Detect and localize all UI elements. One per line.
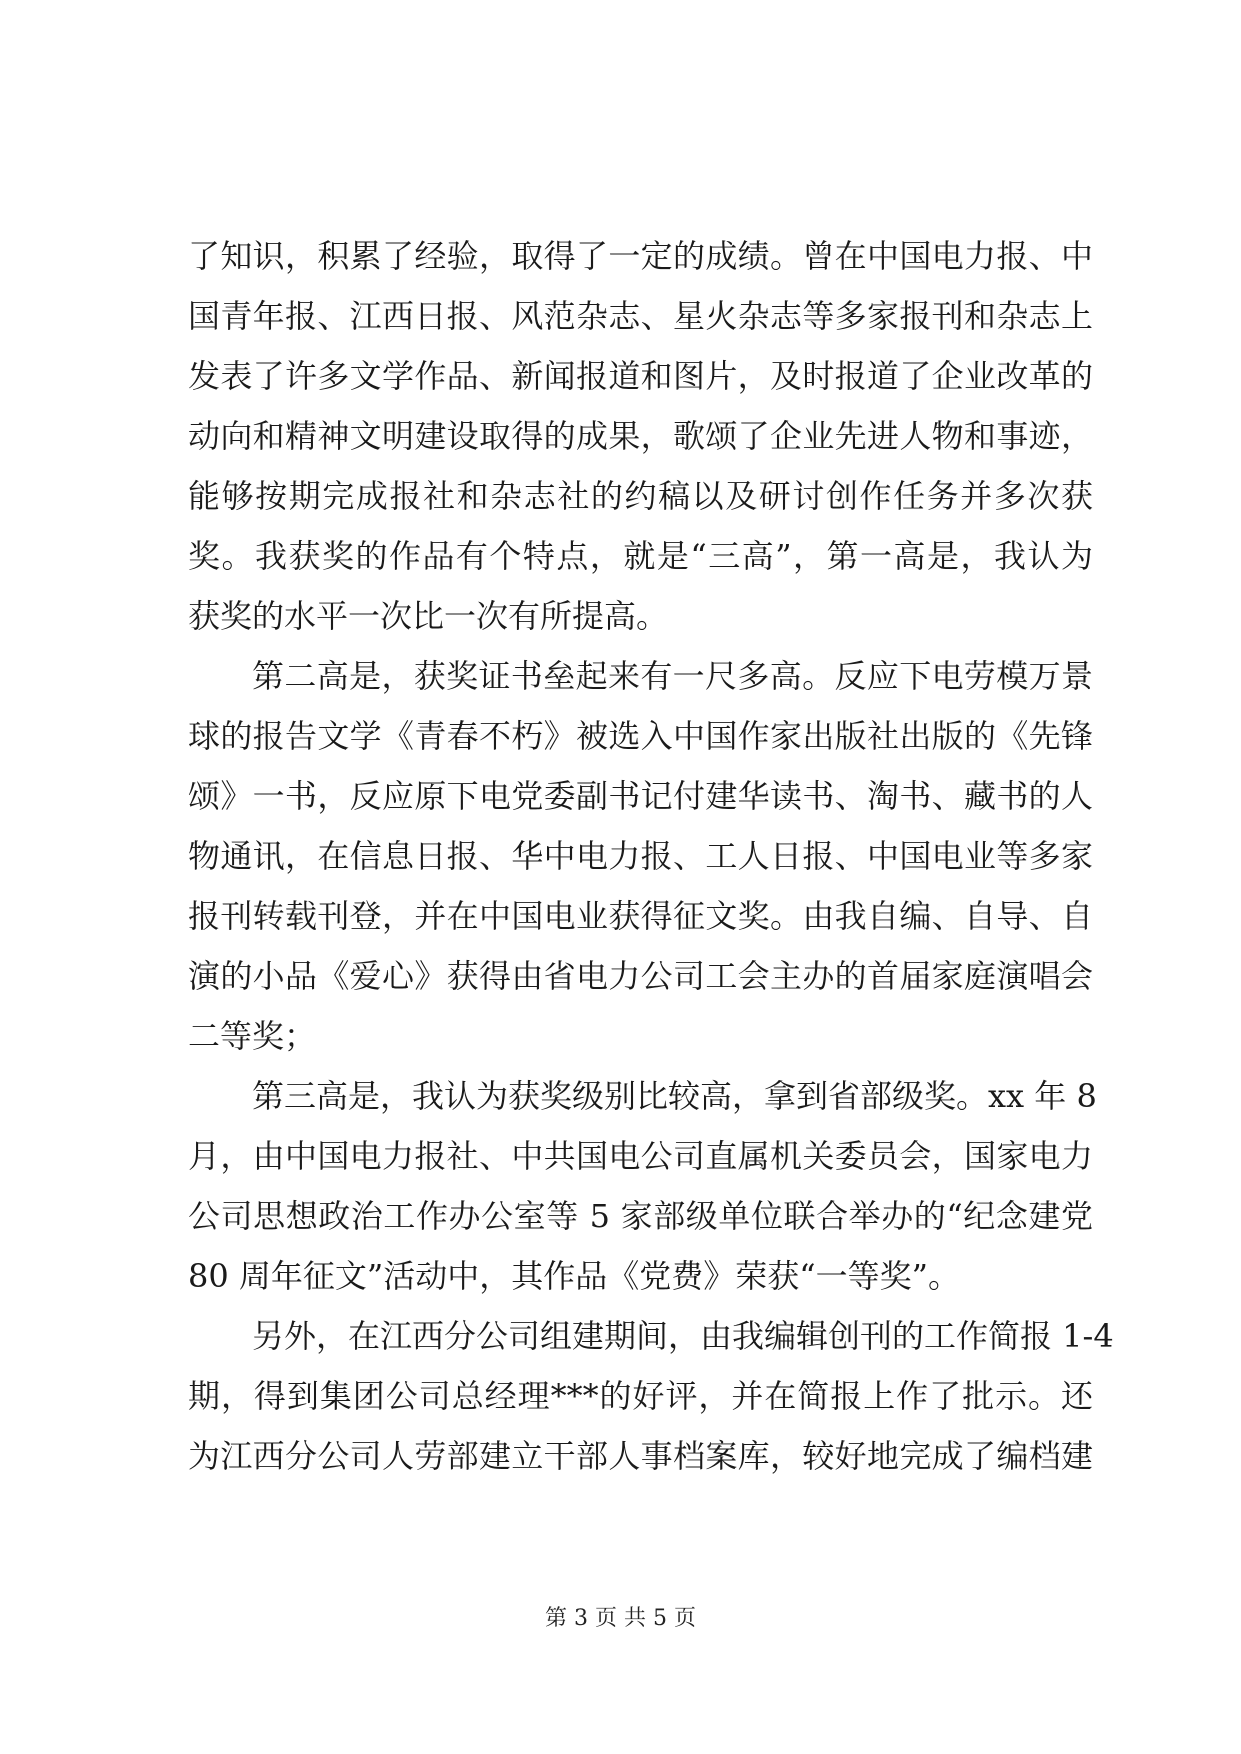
text-line: 公司思想政治工作办公室等 5 家部级单位联合举办的“纪念建党 xyxy=(188,1197,1093,1235)
body-text xyxy=(188,226,1114,1486)
text-line: 国青年报、江西日报、风范杂志、星火杂志等多家报刊和杂志上 xyxy=(188,297,1093,335)
text-line: 80 周年征文”活动中，其作品《党费》荣获“一等奖”。 xyxy=(188,1257,960,1295)
text-line: 物通讯，在信息日报、华中电力报、工人日报、中国电业等多家 xyxy=(188,837,1093,875)
paragraph-1 xyxy=(188,226,1093,646)
text-line: 奖。我获奖的作品有个特点，就是“三高”，第一高是，我认为 xyxy=(188,537,1093,575)
paragraph-3 xyxy=(188,1066,1097,1306)
text-line: 颂》一书，反应原下电党委副书记付建华读书、淘书、藏书的人 xyxy=(188,777,1093,815)
text-line: 另外，在江西分公司组建期间，由我编辑创刊的工作简报 1-4 xyxy=(252,1317,1114,1355)
text-line: 第二高是，获奖证书垒起来有一尺多高。反应下电劳模万景 xyxy=(252,657,1093,695)
page-footer xyxy=(0,1604,1241,1634)
paragraph-2 xyxy=(188,646,1093,1066)
text-line: 演的小品《爱心》获得由省电力公司工会主办的首届家庭演唱会 xyxy=(188,957,1093,995)
text-line: 二等奖； xyxy=(188,1017,317,1055)
page-number-label: 第 3 页 共 5 页 xyxy=(545,1606,696,1631)
text-line: 月，由中国电力报社、中共国电公司直属机关委员会，国家电力 xyxy=(188,1137,1093,1175)
text-line: 能够按期完成报社和杂志社的约稿以及研讨创作任务并多次获 xyxy=(188,477,1093,515)
text-line: 动向和精神文明建设取得的成果，歌颂了企业先进人物和事迹， xyxy=(188,417,1093,455)
paragraph-4 xyxy=(188,1306,1114,1486)
text-line: 第三高是，我认为获奖级别比较高，拿到省部级奖。xx 年 8 xyxy=(252,1077,1097,1115)
text-line: 获奖的水平一次比一次有所提高。 xyxy=(188,597,669,635)
text-line: 球的报告文学《青春不朽》被选入中国作家出版社出版的《先锋 xyxy=(188,717,1093,755)
text-line: 期，得到集团公司总经理***的好评，并在简报上作了批示。还 xyxy=(188,1377,1093,1415)
text-line: 为江西分公司人劳部建立干部人事档案库，较好地完成了编档建 xyxy=(188,1437,1093,1475)
text-line: 发表了许多文学作品、新闻报道和图片，及时报道了企业改革的 xyxy=(188,357,1093,395)
text-line: 报刊转载刊登，并在中国电业获得征文奖。由我自编、自导、自 xyxy=(188,897,1093,935)
text-line: 了知识，积累了经验，取得了一定的成绩。曾在中国电力报、中 xyxy=(188,237,1093,275)
